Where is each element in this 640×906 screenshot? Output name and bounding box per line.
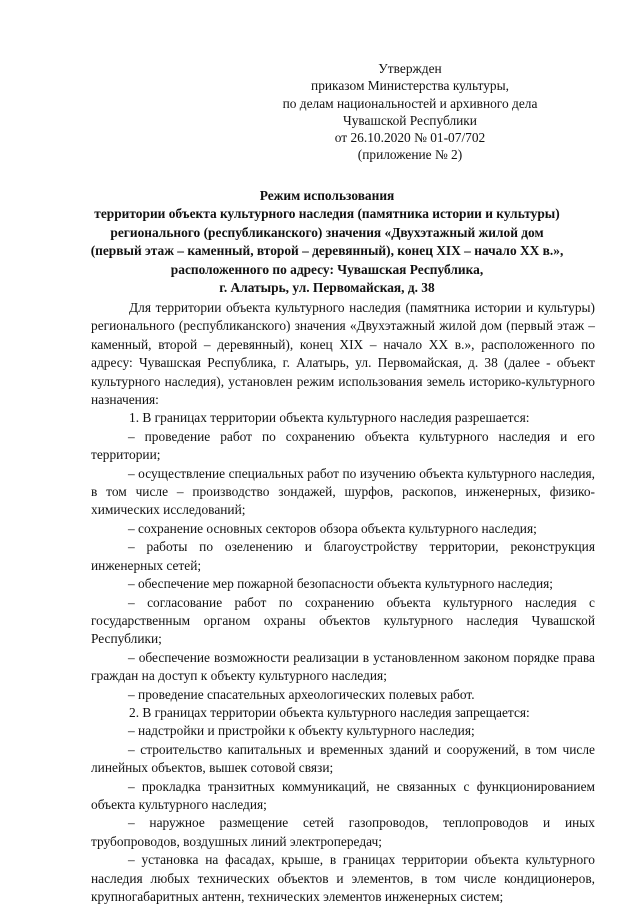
allowed-list-item: – обеспечение возможности реализации в установленном законом порядке права граждан на доступ к объекту культурного наследия; [91,649,595,684]
approval-line: от 26.10.2020 № 01-07/702 [334,130,486,146]
approval-line: приказом Министерства культуры, [311,78,509,94]
title-line: регионального (республиканского) значения «Двухэтажный жилой дом [110,224,544,240]
title-line: расположенного по адресу: Чувашская Республика, [170,261,484,277]
approval-line: по делам национальностей и архивного дела [282,95,538,111]
document-title [60,187,594,297]
allowed-list-item: – работы по озеленению и благоустройству территории, реконструкция инженерных сетей; [91,539,595,573]
allowed-list-item: – сохранение основных секторов обзора объекта культурного наследия; [128,520,537,536]
allowed-list-item: – осуществление специальных работ по изучению объекта культурного наследия, в том числе – производство зондажей, шурфов, раскопов, инженерных, физико-химических исследований; [91,465,595,518]
prohibited-list-item: – наружное размещение сетей газопроводов, теплопроводов и иных трубопроводов, воздушных линий электропередач; [91,815,595,849]
approval-line: Утвержден [378,61,442,76]
section-heading-prohibited: 2. В границах территории объекта культурного наследия запрещается: [129,704,530,720]
approval-stamp-block [260,60,560,164]
prohibited-list-item: – прокладка транзитных коммуникаций, не связанных с функционированием объекта культурного наследия; [91,778,595,812]
prohibited-list-item: – надстройки и пристройки к объекту культурного наследия; [128,723,475,739]
document-body [91,299,595,906]
intro-paragraph: Для территории объекта культурного наследия (памятника истории и культуры) регионального (республиканского) значения «Двухэтажный жилой дом (первый этаж – каменный, второй – деревянный), конец XIX – начало XX в.», расположенного по адресу: Чувашская Республика, г. Алатырь, ул. Первомайская, д. 38 (далее - объект культурного наследия), установлен режим использования земель историко-культурного назначения: [91,300,595,408]
approval-line: Чувашской Республики [343,112,477,128]
allowed-list-item: – согласование работ по сохранению объекта культурного наследия с государственным органом охраны объектов культурного наследия Чувашской Республики; [91,594,595,647]
allowed-list-item: – проведение работ по сохранению объекта культурного наследия и его территории; [91,428,595,463]
title-line: Режим использования [259,188,395,203]
prohibited-list-item: – строительство капитальных и временных зданий и сооружений, в том числе линейных объектов, вышек сотовой связи; [91,741,595,776]
section-heading-allowed: 1. В границах территории объекта культурного наследия разрешается: [129,410,530,426]
approval-line: (приложение № 2) [357,147,463,163]
title-line: (первый этаж – каменный, второй – деревянный), конец XIX – начало XX в.», [90,243,564,259]
title-line: г. Алатырь, ул. Первомайская, д. 38 [219,280,435,296]
allowed-list-item: – проведение спасательных археологических полевых работ. [128,686,475,702]
allowed-list-item: – обеспечение мер пожарной безопасности объекта культурного наследия; [128,576,554,592]
title-line: территории объекта культурного наследия (памятника истории и культуры) [94,206,560,222]
prohibited-list-item: – установка на фасадах, крыше, в границах территории объекта культурного наследия любых технических объектов и элементов, в том числе кондиционеров, крупногабаритных антенн, технических элементов инженерных систем; [91,852,595,904]
